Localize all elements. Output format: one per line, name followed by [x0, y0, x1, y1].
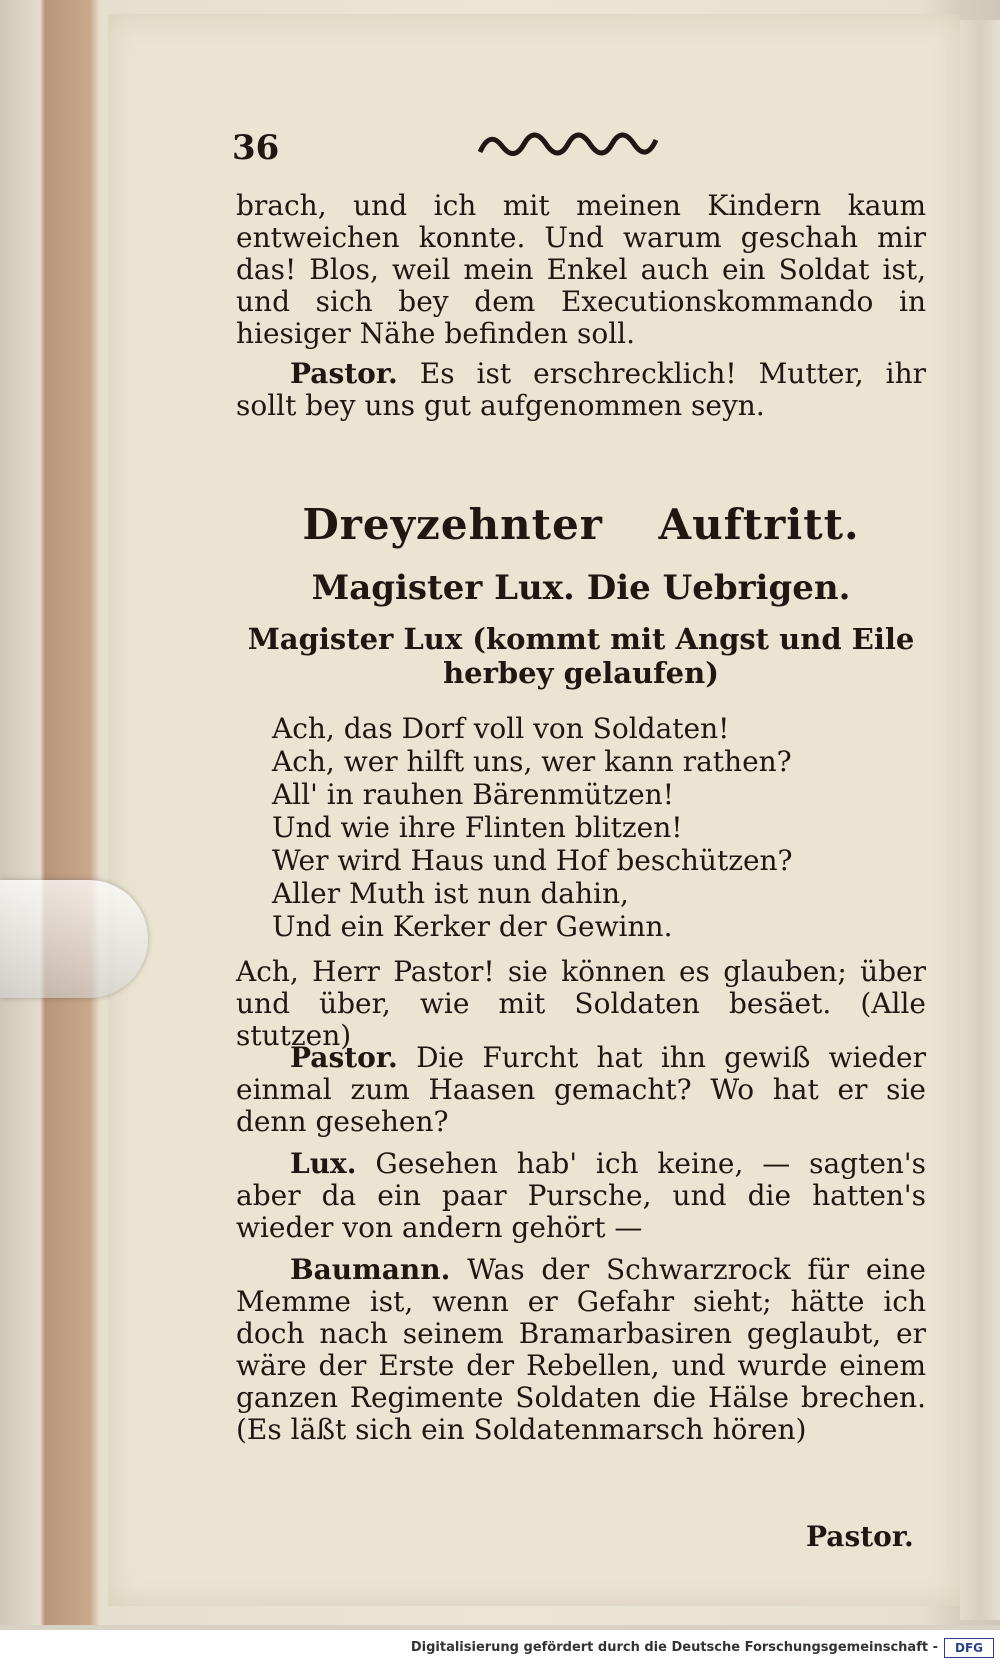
page-clip	[0, 880, 148, 998]
scene-title: Dreyzehnter Auftritt.	[302, 500, 860, 549]
paragraph-lux-speech	[236, 956, 926, 1052]
paragraph-text: Was der Schwarzrock für eine Memme ist, wenn er Gefahr sieht; hätte ich doch nach seinem Bramarbasiren geglaubt, er wäre der Erste der Rebellen, und wurde einem ganzen Regimente Soldaten die Hälse brechen. (Es läßt sich ein Soldatenmarsch hören)	[236, 1253, 926, 1446]
page-number: 36	[232, 128, 280, 168]
paragraph-lux	[236, 1148, 926, 1244]
scene-cast: Magister Lux. Die Uebrigen.	[311, 568, 851, 608]
verse-line: Wer wird Haus und Hof beschützen?	[272, 844, 793, 877]
paragraph-text: Gesehen hab' ich keine, — sagten's aber da ein paar Pursche, und die hatten's wieder von andern gehört —	[236, 1147, 926, 1244]
paragraph-text: Ach, Herr Pastor! sie können es glauben; über und über, wie mit Soldaten besäet. (Alle stutzen)	[236, 955, 926, 1052]
verse-line: Und wie ihre Flinten blitzen!	[272, 811, 683, 844]
speaker-name: Lux.	[290, 1147, 357, 1180]
paragraph-text: brach, und ich mit meinen Kindern kaum entweichen konnte. Und warum geschah mir das! Blos, weil mein Enkel auch ein Soldat ist, und sich bey dem Executionskommando in hiesiger Nähe befinden soll.	[236, 189, 926, 350]
next-page-edge	[960, 20, 1000, 1620]
header-ornament-icon	[478, 124, 658, 164]
verse-line: Ach, das Dorf voll von Soldaten!	[272, 712, 730, 745]
verse-block	[272, 712, 793, 943]
digitization-footer	[0, 1630, 1000, 1665]
paragraph-continued	[236, 189, 926, 350]
catchword: Pastor.	[806, 1520, 914, 1553]
stage-direction: Magister Lux (kommt mit Angst und Eile herbey gelaufen)	[247, 622, 915, 690]
paragraph-text: Es ist erschrecklich! Mutter, ihr sollt bey uns gut aufgenommen seyn.	[236, 357, 926, 422]
speaker-name: Baumann.	[290, 1253, 451, 1286]
paragraph-baumann	[236, 1254, 926, 1446]
paragraph-text: Die Furcht hat ihn gewiß wieder einmal zum Haasen gemacht? Wo hat er sie denn gesehen?	[236, 1041, 926, 1138]
verse-line: All' in rauhen Bärenmützen!	[272, 778, 674, 811]
paragraph-pastor	[236, 358, 926, 422]
speaker-name: Pastor.	[290, 357, 398, 390]
verse-line: Und ein Kerker der Gewinn.	[272, 910, 673, 943]
speaker-name: Pastor.	[290, 1041, 398, 1074]
verse-line: Ach, wer hilft uns, wer kann rathen?	[272, 745, 792, 778]
verse-line: Aller Muth ist nun dahin,	[272, 877, 629, 910]
dfg-logo-icon: DFG	[944, 1638, 994, 1658]
footer-credit: Digitalisierung gefördert durch die Deutsche Forschungsgemeinschaft -	[410, 1640, 938, 1655]
paragraph-pastor-2	[236, 1042, 926, 1138]
